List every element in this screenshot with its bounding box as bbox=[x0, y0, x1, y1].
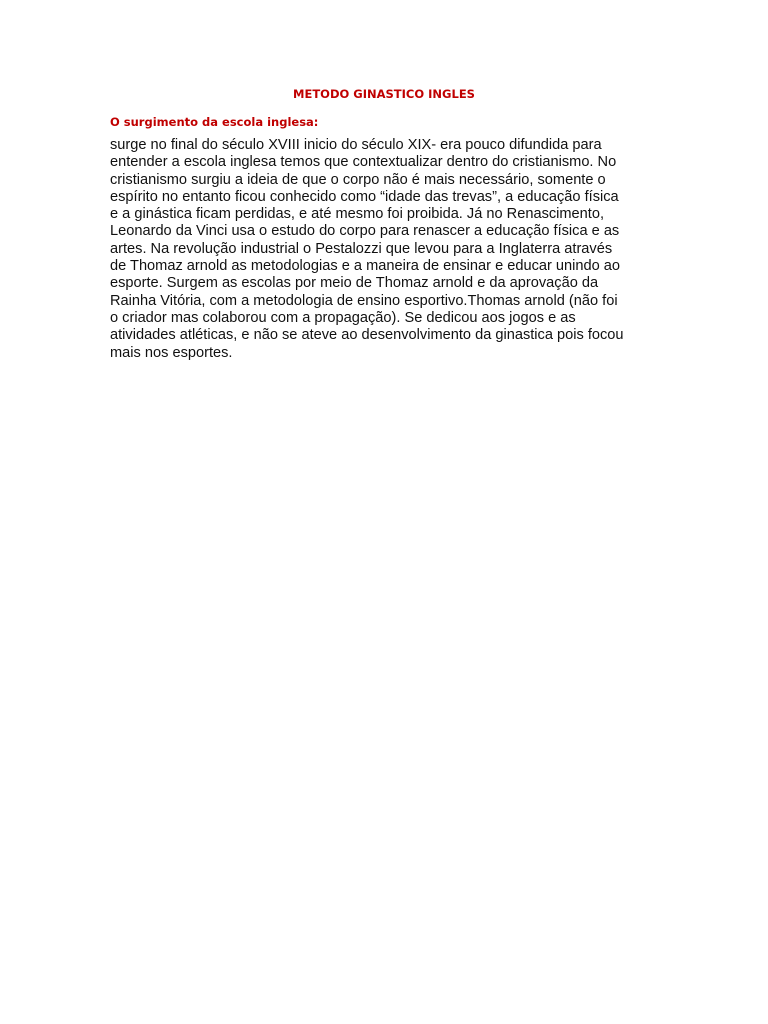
paragraph-line: o criador mas colaborou com a propagação). Se dedicou aos jogos e as bbox=[110, 309, 576, 326]
paragraph-line: de Thomaz arnold as metodologias e a maneira de ensinar e educar unindo ao bbox=[110, 258, 621, 275]
paragraph-line: artes. Na revolução industrial o Pestalozzi que levou para a Inglaterra através bbox=[110, 240, 613, 257]
paragraph-line: espírito no entanto ficou conhecido como “idade das trevas”, a educação física bbox=[110, 188, 619, 205]
paragraph-line: cristianismo surgiu a ideia de que o corpo não é mais necessário, somente o bbox=[110, 171, 606, 188]
paragraph-line: atividades atléticas, e não se ateve ao desenvolvimento da ginastica pois focou bbox=[110, 327, 624, 344]
paragraph-line: Leonardo da Vinci usa o estudo do corpo para renascer a educação física e as bbox=[110, 223, 620, 240]
paragraph-line: esporte. Surgem as escolas por meio de Thomaz arnold e da aprovação da bbox=[110, 275, 599, 292]
paragraph-line: Rainha Vitória, com a metodologia de ensino esportivo.Thomas arnold (não foi bbox=[110, 292, 618, 309]
paragraph-line: e a ginástica ficam perdidas, e até mesmo foi proibida. Já no Renascimento, bbox=[110, 206, 605, 223]
paragraph-line: surge no final do século XVIII inicio do século XIX- era pouco difundida para bbox=[110, 137, 602, 153]
paragraph-line: mais nos esportes. bbox=[110, 344, 233, 361]
paragraph-line: entender a escola inglesa temos que contextualizar dentro do cristianismo. No bbox=[110, 154, 617, 171]
body-paragraph bbox=[110, 137, 658, 362]
section-heading: O surgimento da escola inglesa: bbox=[110, 115, 319, 129]
document-title: METODO GINASTICO INGLES bbox=[293, 87, 475, 101]
